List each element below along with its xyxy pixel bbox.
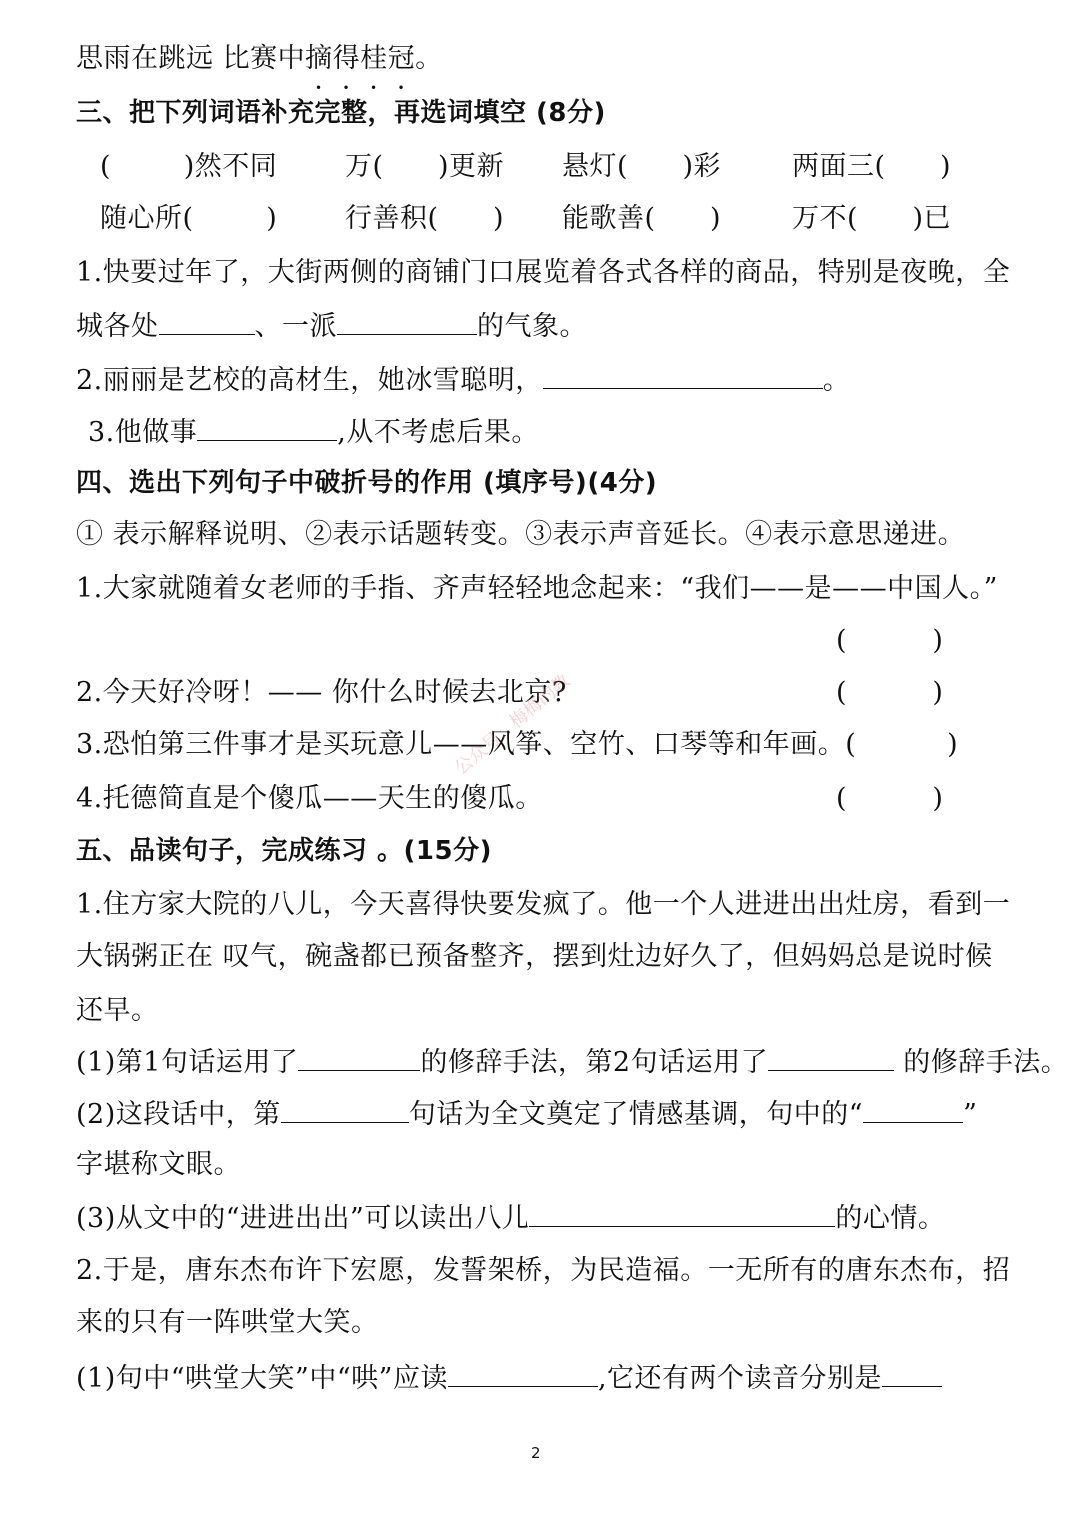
dotted-char: 冠 xyxy=(387,43,416,74)
section-3-heading: 三、把下列词语补充完整，再选词填空 (8分) xyxy=(76,98,606,128)
s3-q2 xyxy=(76,362,850,398)
s4-q3: 3.恐怕第三件事才是买玩意儿——风筝、空竹、口琴等和年画。( ) xyxy=(76,729,959,760)
text: 城各处 xyxy=(76,311,159,342)
s5-passage2-line1: 2.于是，唐东杰布许下宏愿，发誓架桥，为民造福。一无所有的唐东杰布，招 xyxy=(76,1255,1011,1286)
idiom-item: ( )然不同 xyxy=(100,151,278,182)
answer-blank[interactable] xyxy=(882,1360,942,1387)
answer-paren[interactable]: ( ) xyxy=(836,783,943,814)
text: ,从不考虑后果。 xyxy=(337,417,539,448)
page-number: 2 xyxy=(531,1444,541,1462)
section-5-heading: 五、品读句子，完成练习 。(15分) xyxy=(76,836,492,866)
top-sentence xyxy=(76,42,443,76)
dotted-char: 得 xyxy=(332,43,361,74)
s5-passage2-line2: 来的只有一阵哄堂大笑。 xyxy=(76,1307,379,1338)
idiom-item: 能歌善( ) xyxy=(562,203,722,234)
text: 的气象。 xyxy=(477,311,587,342)
answer-blank[interactable] xyxy=(543,362,823,389)
section-4-heading: 四、选出下列句子中破折号的作用 (填序号)(4分) xyxy=(76,468,658,498)
watermark: 公众号：梅梅的教 xyxy=(450,670,575,780)
s5-q2 xyxy=(76,1096,977,1132)
text: (1)句中“哄堂大笑”中“哄”应读 xyxy=(76,1363,448,1394)
s5-q4 xyxy=(76,1360,942,1396)
answer-paren[interactable]: ( ) xyxy=(836,677,943,708)
s4-q4: 4.托德简直是个傻瓜——天生的傻瓜。 xyxy=(76,783,543,814)
answer-blank[interactable] xyxy=(298,1044,420,1071)
s5-passage1-line3: 还早。 xyxy=(76,995,159,1026)
s4-q2: 2.今天好冷呀！—— 你什么时候去北京? xyxy=(76,677,567,708)
s3-q3 xyxy=(88,414,539,450)
text: 句话为全文奠定了情感基调，句中的“ xyxy=(408,1099,864,1130)
s3-q1-line1: 1.快要过年了，大街两侧的商铺门口展览着各式各样的商品，特别是夜晚，全 xyxy=(76,257,1011,288)
s3-q1-line2 xyxy=(76,308,587,344)
idiom-item: 万不( )已 xyxy=(792,203,952,234)
s5-passage1-line2: 大锅粥正在 叹气，碗盏都已预备整齐，摆到灶边好久了，但妈妈总是说时候 xyxy=(76,941,993,972)
top-sentence-end: 。 xyxy=(415,43,443,74)
dotted-char: 桂 xyxy=(360,43,388,74)
s5-q3 xyxy=(76,1200,945,1236)
idiom-item: 悬灯( )彩 xyxy=(562,151,722,182)
idiom-item: 万( )更新 xyxy=(345,151,505,182)
dash-options: ① 表示解释说明、②表示话题转变。③表示声音延长。④表示意思递进。 xyxy=(76,519,966,550)
answer-blank[interactable] xyxy=(863,1096,963,1123)
text: 的修辞手法。 xyxy=(894,1047,1069,1078)
text: ,它还有两个读音分别是 xyxy=(597,1363,883,1394)
text: (3)从文中的“进进出出”可以读出八儿 xyxy=(76,1203,530,1234)
answer-blank[interactable] xyxy=(529,1200,835,1227)
text: 的心情。 xyxy=(835,1203,946,1234)
text: 3.他做事 xyxy=(88,417,198,448)
s4-q1: 1.大家就随着女老师的手指、齐声轻轻地念起来：“我们——是——中国人。” xyxy=(76,573,998,604)
answer-paren[interactable]: ( ) xyxy=(836,625,943,656)
text: (2)这段话中，第 xyxy=(76,1099,281,1130)
idiom-item: 行善积( ) xyxy=(345,203,505,234)
text: (1)第1句话运用了 xyxy=(76,1047,299,1078)
idiom-item: 两面三( ) xyxy=(792,151,952,182)
text: 的修辞手法，第2句话运用了 xyxy=(420,1047,769,1078)
s5-q1 xyxy=(76,1044,1068,1080)
s5-passage1-line1: 1.住方家大院的八儿，今天喜得快要发疯了。他一个人进进出出灶房，看到一 xyxy=(76,889,1011,920)
answer-blank[interactable] xyxy=(448,1360,598,1387)
answer-blank[interactable] xyxy=(337,308,477,335)
idiom-item: 随心所( ) xyxy=(100,203,278,234)
text: ” xyxy=(963,1099,978,1130)
answer-blank[interactable] xyxy=(281,1096,409,1123)
s5-q2-line2: 字堪称文眼。 xyxy=(76,1149,241,1180)
text: 。 xyxy=(822,365,851,396)
answer-blank[interactable] xyxy=(768,1044,894,1071)
answer-blank[interactable] xyxy=(197,414,337,441)
text: 2.丽丽是艺校的高材生，她冰雪聪明， xyxy=(76,365,543,396)
answer-blank[interactable] xyxy=(159,308,255,335)
dotted-char: 摘 xyxy=(305,43,333,74)
top-sentence-text: 思雨在跳远 比赛中 xyxy=(76,43,306,74)
text: 、一派 xyxy=(254,311,337,342)
